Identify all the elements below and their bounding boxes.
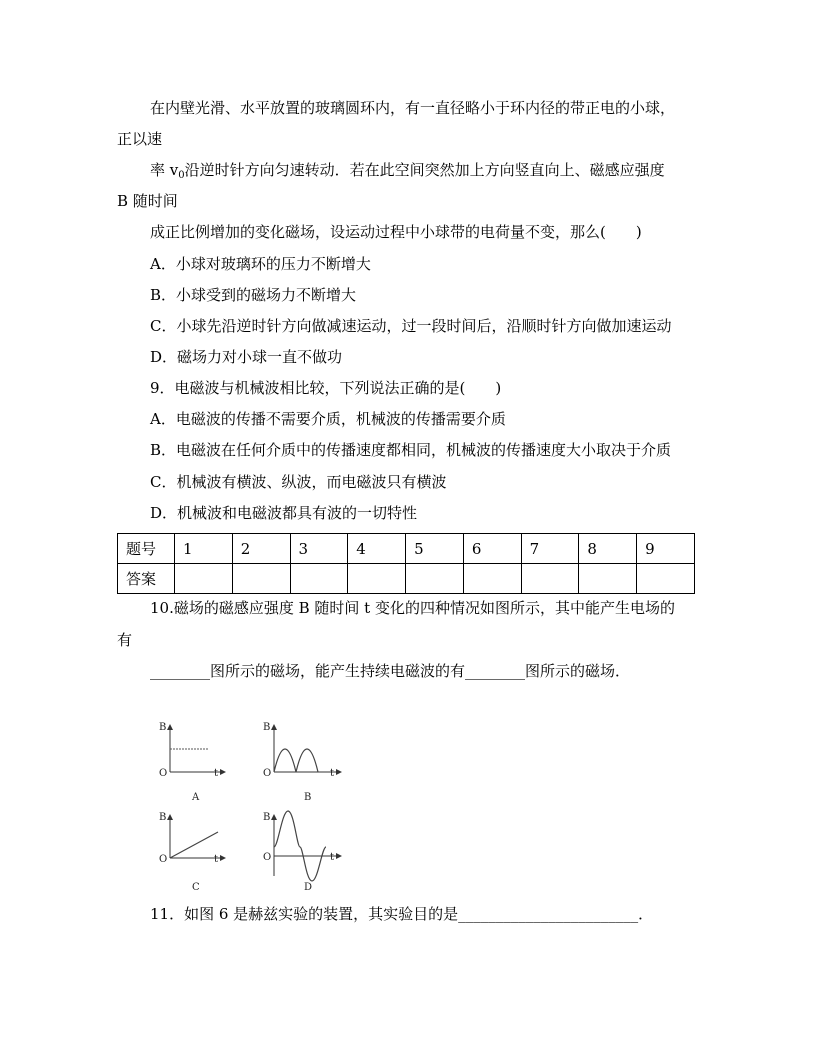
- q10-line-1: 10.磁场的磁感应强度 B 随时间 t 变化的四种情况如图所示，其中能产生电场的: [150, 599, 675, 617]
- answer-cell[interactable]: [348, 564, 406, 594]
- question-number-cell: 7: [521, 534, 579, 564]
- axis-label-b: B: [159, 722, 167, 733]
- q9-option-b: B．电磁波在任何介质中的传播速度都相同，机械波的传播速度大小取决于介质: [150, 441, 672, 459]
- axis-label-t: t: [330, 852, 335, 863]
- origin-label: O: [159, 768, 168, 779]
- question-number-cell: 4: [348, 534, 406, 564]
- answer-cell[interactable]: [521, 564, 579, 594]
- answer-cell[interactable]: [463, 564, 521, 594]
- answer-cell[interactable]: [232, 564, 290, 594]
- q8-option-c: C．小球先沿逆时针方向做减速运动，过一段时间后，沿顺时针方向做加速运动: [150, 317, 672, 335]
- answer-cell[interactable]: [175, 564, 233, 594]
- axis-label-b: B: [263, 812, 271, 823]
- graph-label-a: A: [192, 792, 200, 803]
- q10-line-3: ________图所示的磁场，能产生持续电磁波的有________图所示的磁场．: [150, 662, 631, 680]
- axis-label-b: B: [263, 722, 271, 733]
- q8-line-3b: 沿逆时针方向匀速转动．若在此空间突然加上方向竖直向上、磁感应强度: [184, 161, 665, 179]
- q9-option-a: A．电磁波的传播不需要介质，机械波的传播需要介质: [150, 410, 506, 428]
- q8-option-a: A．小球对玻璃环的压力不断增大: [150, 255, 371, 273]
- answer-cell[interactable]: [290, 564, 348, 594]
- graph-c: [152, 812, 232, 902]
- question-number-cell: 1: [175, 534, 233, 564]
- q8-option-b: B．小球受到的磁场力不断增大: [150, 286, 357, 304]
- q8-line-4: B 随时间: [117, 192, 178, 210]
- graph-label-b: B: [304, 792, 312, 803]
- table-header-number: 题号: [118, 534, 175, 564]
- question-number-cell: 2: [232, 534, 290, 564]
- origin-label: O: [263, 768, 272, 779]
- axis-label-b: B: [159, 812, 167, 823]
- answer-cell[interactable]: [637, 564, 695, 594]
- graph-d: [256, 812, 346, 902]
- question-number-cell: 3: [290, 534, 348, 564]
- answer-table-number-row: [118, 534, 695, 564]
- answer-table-answer-row: [118, 564, 695, 594]
- origin-label: O: [159, 854, 168, 865]
- q11-line-1: 11．如图 6 是赫兹实验的装置，其实验目的是________________________．: [150, 905, 654, 923]
- answer-cell[interactable]: [406, 564, 464, 594]
- origin-label: O: [263, 852, 272, 863]
- answer-table: [117, 533, 695, 594]
- graph-a: [152, 722, 232, 812]
- question-number-cell: 6: [463, 534, 521, 564]
- answer-cell[interactable]: [579, 564, 637, 594]
- q9-option-c: C．机械波有横波、纵波，而电磁波只有横波: [150, 473, 447, 491]
- question-number-cell: 9: [637, 534, 695, 564]
- q8-line-2: 正以速: [117, 130, 163, 148]
- axis-label-t: t: [214, 854, 219, 865]
- axis-label-t: t: [214, 768, 219, 779]
- axis-label-t: t: [330, 768, 335, 779]
- q8-option-d: D．磁场力对小球一直不做功: [150, 348, 343, 366]
- q8-v-subscript: 0: [178, 170, 185, 181]
- q8-line-5: 成正比例增加的变化磁场，设运动过程中小球带的电荷量不变，那么( ): [150, 223, 642, 241]
- q9-option-d: D．机械波和电磁波都具有波的一切特性: [150, 504, 418, 522]
- question-number-cell: 5: [406, 534, 464, 564]
- q8-line-1: 在内壁光滑、水平放置的玻璃圆环内，有一直径略小于环内径的带正电的小球，: [150, 99, 676, 117]
- question-number-cell: 8: [579, 534, 637, 564]
- q8-line-3: [150, 160, 665, 186]
- q8-line-3a: 率 v: [150, 161, 179, 179]
- q10-line-2: 有: [117, 631, 133, 649]
- q9-stem: 9．电磁波与机械波相比较，下列说法正确的是( ): [150, 379, 502, 397]
- graph-b: [256, 722, 346, 812]
- graph-label-d: D: [304, 882, 313, 893]
- graph-label-c: C: [192, 882, 200, 893]
- table-header-answer: 答案: [118, 564, 175, 594]
